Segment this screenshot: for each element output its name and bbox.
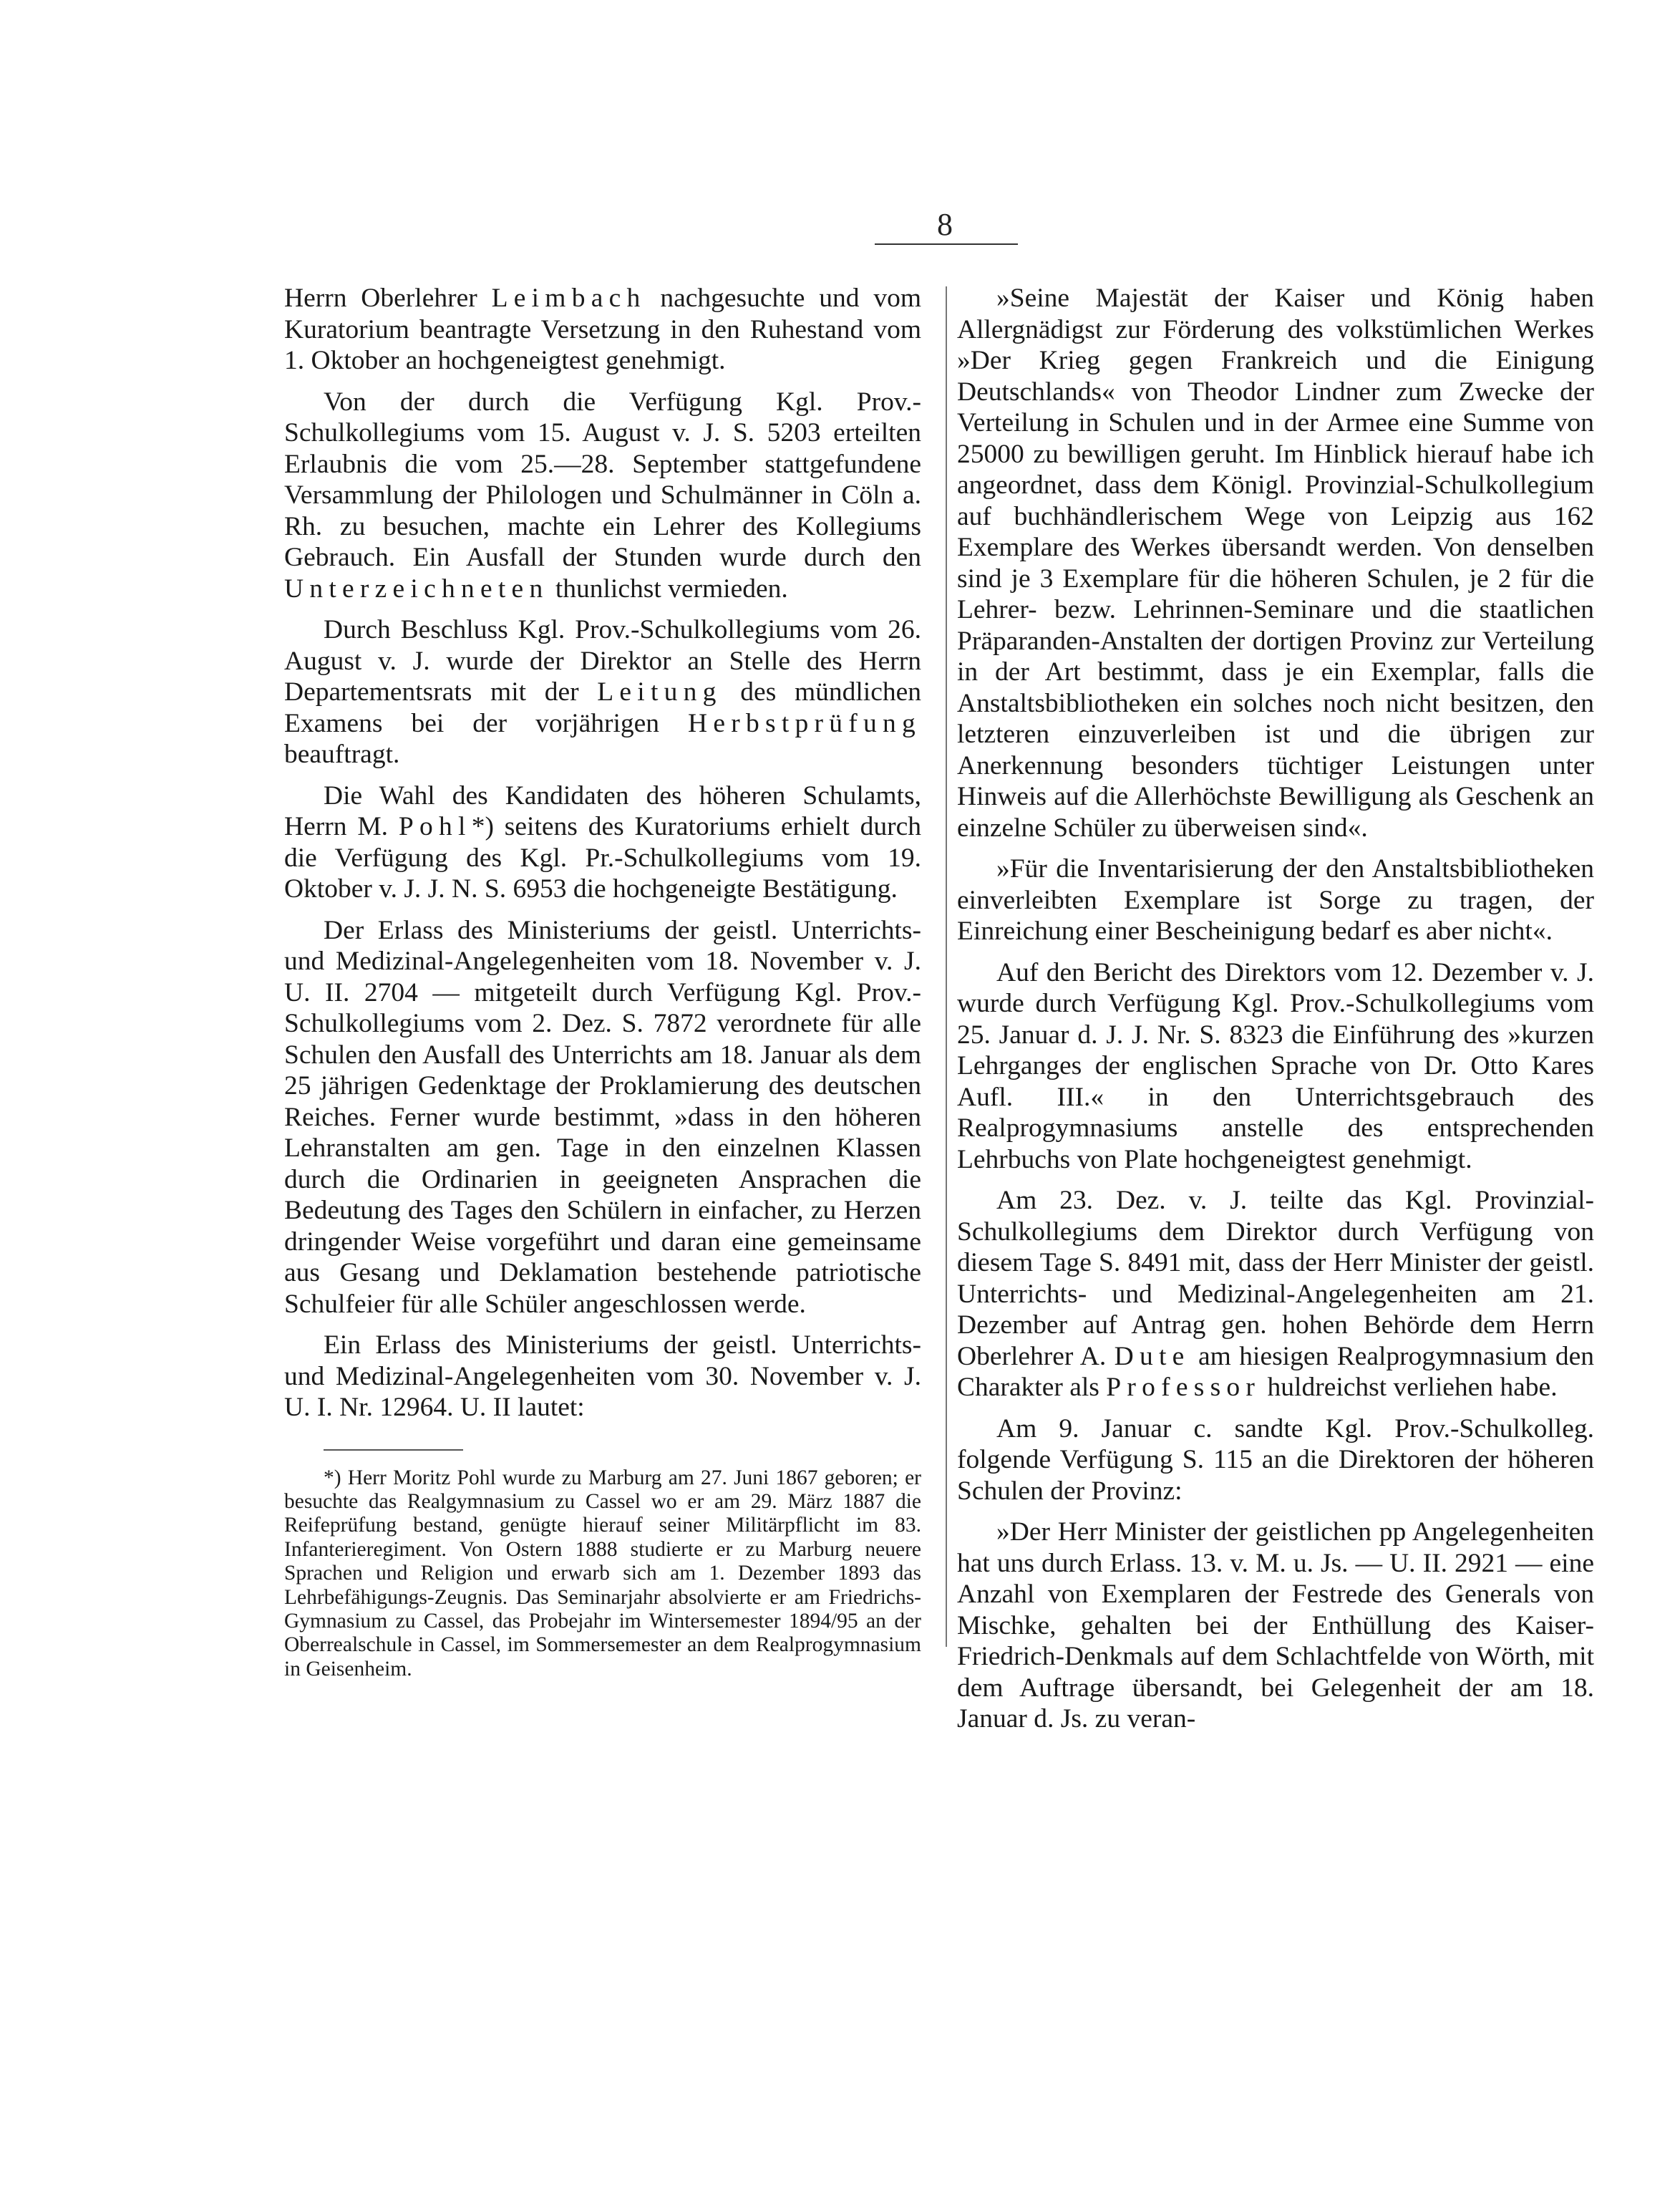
paragraph-erlass-gedenktag: Der Erlass des Ministeriums der geistl. Unterrichts- und Medizinal-Angelegenheiten vom 18. November v. J. U. II. 2704 — mitgeteilt durch Verfügung Kgl. Prov.-Schulkollegiums vom 2. Dez. S. 7872 verordnete für alle Schulen den Ausfall des Unterrichts am 18. Januar als dem 25 jährigen Gedenktage der Proklamierung des deutschen Reiches. Ferner wurde bestimmt, »dass in den höheren Lehranstalten am gen. Tage in den einzelnen Klassen durch die Ordinarien in geeigneten Ansprachen die Bedeutung des Tages den Schülern in einfacher, zu Herzen dringender Weise vorgeführt und daran eine gemeinsame aus Gesang und Deklamation bestehende patriotische Schulfeier für alle Schüler angeschlossen werde. [284,915,921,1319]
paragraph-pohl: Die Wahl des Kandidaten des höheren Schulamts, Herrn M. Pohl*) seitens des Kuratoriums erhielt durch die Verfügung des Kgl. Pr.-Schulkollegiums vom 19. Oktober v. J. J. N. S. 6953 die hochgeneigte Bestätigung. [284,780,921,904]
header-rule [875,243,1018,245]
paragraph-festrede: »Der Herr Minister der geistlichen pp Angelegenheiten hat uns durch Erlass. 13. v. M. u. Js. — U. II. 2921 — eine Anzahl von Exemplaren der Festrede des Generals von Mischke, gehalten bei der Enthüllung des Kaiser-Friedrich-Denkmals auf dem Schlachtfelde von Wörth, mit dem Auftrage übersandt, bei Gelegenheit der am 18. Januar d. Js. zu veran- [957,1517,1594,1733]
paragraph-kaiser-bewilligung: »Seine Majestät der Kaiser und König haben Allergnädigst zur Förderung des volkstümlichen Werkes »Der Krieg gegen Frankreich und die Einigung Deutschlands« von Theodor Lindner zum Zwecke der Verteilung in Schulen und in der Armee eine Summe von 25000 zu bewilligen geruht. Im Hinblick hierauf habe ich angeordnet, dass dem Königl. Provinzial-Schulkollegium auf buchhändlerischem Wege von Leipzig aus 162 Exemplare des Werkes übersandt werden. Von denselben sind je 3 Exemplare für die höheren Schulen, je 2 für die Lehrer- bezw. Lehrinnen-Seminare und die staatlichen Präparanden-Anstalten der dortigen Provinz zur Verteilung in der Art bestimmt, dass je ein Exemplar, falls die Anstaltsbibliotheken ein solches noch nicht besitzen, den letzteren einzuverleiben ist und die übrigen zur Anerkennung besonders tüchtiger Leistungen unter Hinweis auf die Allerhöchste Bewilligung als Geschenk an einzelne Schüler zu überweisen sind«. [957,284,1594,843]
right-column [957,283,1594,1745]
paragraph-verfuegung-115: Am 9. Januar c. sandte Kgl. Prov.-Schulkolleg. folgende Verfügung S. 115 an die Direktoren der höheren Schulen der Provinz: [957,1413,1594,1506]
paragraph-erlass-lautet: Ein Erlass des Ministeriums der geistl. Unterrichts- und Medizinal-Angelegenheiten vom 30. November v. J. U. I. Nr. 12964. U. II lautet: [284,1330,921,1422]
paragraph-versammlung: Von der durch die Verfügung Kgl. Prov.-Schulkollegiums vom 15. August v. J. S. 5203 erteilten Erlaubnis die vom 25.—28. September stattgefundene Versammlung der Philologen und Schulmänner in Cöln a. Rh. zu besuchen, machte ein Lehrer des Kollegiums Gebrauch. Ein Ausfall der Stunden wurde durch den Unterzeichneten thunlichst vermieden. [284,387,921,604]
paragraph-leimbach: Herrn Oberlehrer Leimbach nachgesuchte und vom Kuratorium beantragte Versetzung in den Ruhestand vom 1. Oktober an hochgeneigtest genehmigt. [284,284,921,375]
emphasis-professor: Professor [1106,1373,1261,1402]
left-column [284,283,921,1691]
paragraph-inventarisierung: »Für die Inventarisierung der den Anstaltsbibliotheken einverleibten Exemplare ist Sorge zu tragen, der Einreichung einer Bescheinigung bedarf es aber nicht«. [957,854,1594,946]
page-number: 8 [937,207,953,242]
footnote-rule [324,1449,463,1451]
emphasis-leitung: Leitung [597,677,722,707]
footnote-pohl: *) Herr Moritz Pohl wurde zu Marburg am 27. Juni 1867 geboren; er besuchte das Realgymnasium zu Cassel wo er am 29. März 1887 die Reifeprüfung bestand, genügte hierauf seiner Militärpflicht im 83. Infanterieregiment. Von Ostern 1888 studierte er zu Marburg neuere Sprachen und Religion und erwarb sich am 1. Dezember 1893 das Lehrbefähigungs-Zeugnis. Das Seminarjahr absolvierte er am Friedrichs-Gymnasium zu Cassel, das Probejahr im Wintersemester 1894/95 an der Oberrealschule in Cassel, im Sommersemester an dem Realprogymnasium in Geisenheim. [284,1466,921,1680]
paragraph-lehrgang-englisch: Auf den Bericht des Direktors vom 12. Dezember v. J. wurde durch Verfügung Kgl. Prov.-Schulkollegiums vom 25. Januar d. J. J. Nr. S. 8323 die Einführung des »kurzen Lehrganges der englischen Sprache von Dr. Otto Kares Aufl. III.« in den Unterrichtsgebrauch des Realprogymnasiums anstelle des entsprechenden Lehrbuchs von Plate hochgeneigtest genehmigt. [957,957,1594,1174]
name-dute: Dute [1114,1341,1190,1371]
name-pohl: Pohl [398,812,472,841]
emphasis-herbstpruefung: Herbstprüfung [688,708,921,738]
paragraph-herbstpruefung: Durch Beschluss Kgl. Prov.-Schulkollegiums vom 26. August v. J. wurde der Direktor an Stelle des Herrn Departementsrats mit der Leitung des mündlichen Examens bei der vorjährigen Herbstprüfung beauftragt. [284,615,921,769]
name-leimbach: Leimbach [491,284,646,313]
emphasis-unterzeichneten: Unterzeichneten [284,574,549,604]
paragraph-dute-professor: Am 23. Dez. v. J. teilte das Kgl. Provinzial-Schulkollegiums dem Direktor durch Verfügung von diesem Tage S. 8491 mit, dass der Herr Minister der geistl. Unterrichts- und Medizinal-Angelegenheiten am 21. Dezember auf Antrag gen. hohen Behörde dem Herrn Oberlehrer A. Dute am hiesigen Realprogymnasium den Charakter als Professor huldreichst verliehen habe. [957,1186,1594,1402]
column-divider [946,286,947,1647]
